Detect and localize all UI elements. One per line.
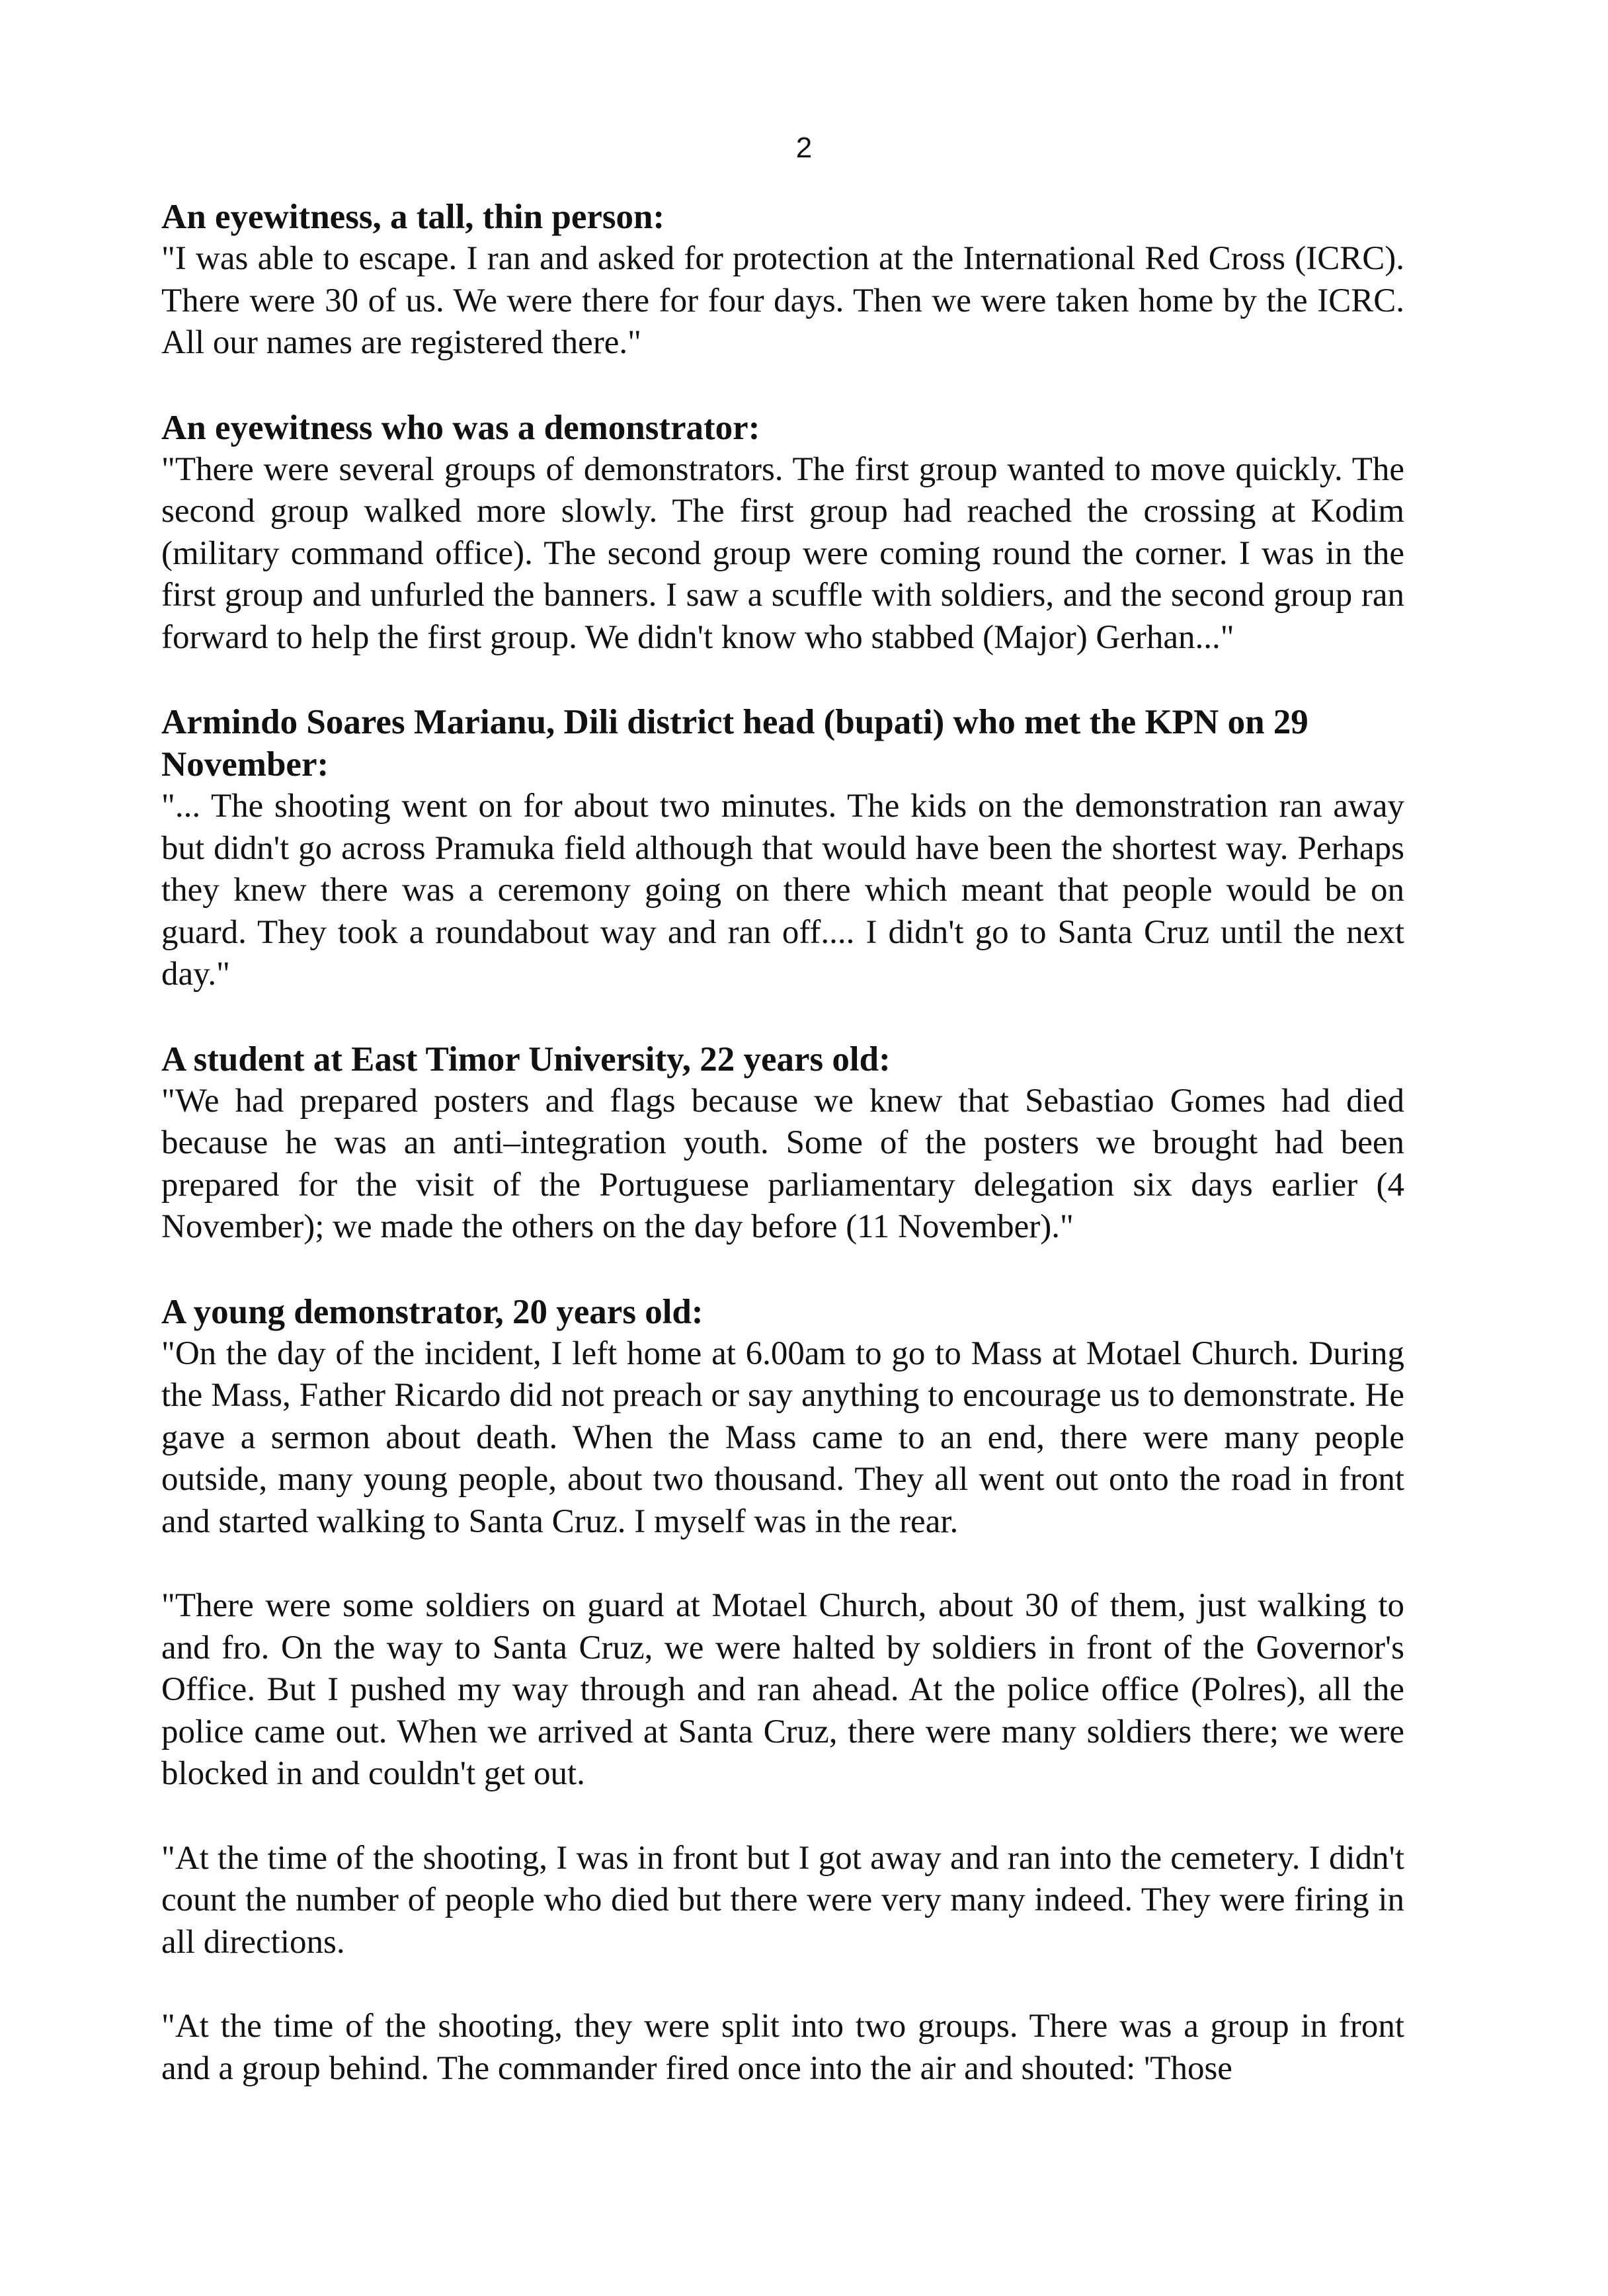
testimony-section xyxy=(161,701,1404,996)
testimony-section xyxy=(161,1038,1404,1249)
testimony-paragraph: "There were several groups of demonstrators. The first group wanted to move quickly. The second group walked more slowly. The first group had reached the crossing at Kodim (military command office). The second group were coming round the corner. I was in the first group and unfurled the banners. I saw a scuffle with soldiers, and the second group ran forward to help the first group. We didn't know who stabbed (Major) Gerhan..." xyxy=(161,450,1404,656)
testimony-paragraph: "There were some soldiers on guard at Motael Church, about 30 of them, just walking to and fro. On the way to Santa Cruz, we were halted by soldiers in front of the Governor's Office. But I pushed my way through and ran ahead. At the police office (Polres), all the police came out. When we arrived at Santa Cruz, there were many soldiers there; we were blocked in and couldn't get out. xyxy=(161,1587,1404,1792)
testimony-paragraph: "We had prepared posters and flags because we knew that Sebastiao Gomes had died because he was an anti–integration youth. Some of the posters we brought had been prepared for the visit of the Portuguese parliamentary delegation six days earlier (4 November); we made the others on the day before (11 November)." xyxy=(161,1082,1404,1245)
testimony-section xyxy=(161,1291,1404,2090)
testimony-paragraph: "I was able to escape. I ran and asked for protection at the International Red Cross (ICRC). There were 30 of us. We were there for four days. Then we were taken home by the ICRC. All our names are registered there." xyxy=(161,240,1404,361)
testimony-section xyxy=(161,196,1404,364)
page-number: 2 xyxy=(795,132,813,164)
testimony-heading: A young demonstrator, 20 years old: xyxy=(161,1292,704,1331)
testimony-heading: An eyewitness who was a demonstrator: xyxy=(161,408,760,447)
testimony-heading: An eyewitness, a tall, thin person: xyxy=(161,198,665,236)
testimony-heading: Armindo Soares Marianu, Dili district head (bupati) who met the KPN on 29 November: xyxy=(161,703,1308,784)
document-body xyxy=(161,196,1404,2132)
testimony-heading: A student at East Timor University, 22 years old: xyxy=(161,1040,891,1079)
testimony-section xyxy=(161,407,1404,659)
testimony-paragraph: "At the time of the shooting, I was in front but I got away and ran into the cemetery. I didn't count the number of people who died but there were very many indeed. They were firing in all directions. xyxy=(161,1839,1404,1961)
testimony-paragraph: "... The shooting went on for about two minutes. The kids on the demonstration ran away but didn't go across Pramuka field although that would have been the shortest way. Perhaps they knew there was a ceremony going on there which meant that people would be on guard. They took a roundabout way and ran off.... I didn't go to Santa Cruz until the next day." xyxy=(161,788,1404,993)
testimony-paragraph: "At the time of the shooting, they were split into two groups. There was a group in front and a group behind. The commander fired once into the air and shouted: 'Those xyxy=(161,2008,1404,2087)
testimony-paragraph: "On the day of the incident, I left home at 6.00am to go to Mass at Motael Church. During the Mass, Father Ricardo did not preach or say anything to encourage us to demonstrate. He gave a sermon about death. When the Mass came to an end, there were many people outside, many young people, about two thousand. They all went out onto the road in front and started walking to Santa Cruz. I myself was in the rear. xyxy=(161,1334,1404,1540)
